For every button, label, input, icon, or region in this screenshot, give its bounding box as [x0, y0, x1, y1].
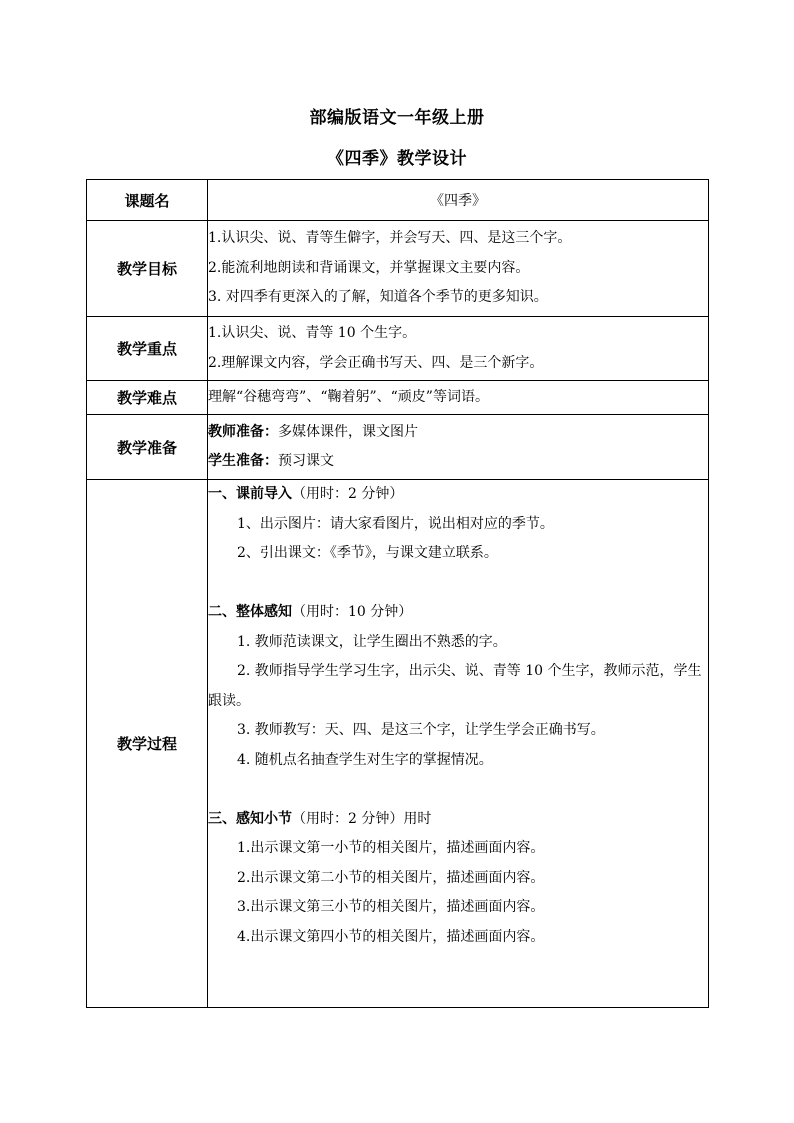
key-point-item: 2.理解课文内容，学会正确书写天、四、是三个新字。 [208, 354, 544, 371]
objectives-label: 教学目标 [87, 221, 208, 317]
process-label: 教学过程 [87, 480, 208, 1008]
section1-heading: 一、课前导入 [208, 486, 292, 502]
section3-heading: 三、感知小节 [208, 810, 292, 827]
list-item: 3.出示课文第三小节的相关图片，描述画面内容。 [237, 899, 545, 915]
table-row-objectives [87, 221, 709, 317]
difficulties-content [208, 381, 709, 415]
document-subtitle: 《四季》教学设计 [327, 149, 467, 169]
list-item: 1.出示课文第一小节的相关图片，描述画面内容。 [237, 840, 545, 856]
table-row-process [87, 480, 709, 1008]
list-item: 2. 教师指导学生学习生字，出示尖、说、青等 10 个生字，教师示范，学生跟读。 [208, 663, 702, 709]
difficulty-text: 理解“谷穗弯弯”、“鞠着躬”、“顽皮”等词语。 [208, 388, 489, 405]
lesson-plan-table [86, 179, 709, 1008]
preparation-label: 教学准备 [87, 415, 208, 480]
objective-item: 1.认识尖、说、青等生僻字，并会写天、四、是这三个字。 [208, 230, 572, 247]
process-content [208, 480, 709, 1008]
teacher-preparation [208, 418, 708, 448]
section2-time: （用时：10 分钟） [292, 604, 413, 620]
topic-value: 《四季》 [208, 180, 709, 221]
key-point-item: 1.认识尖、说、青等 10 个生字。 [208, 325, 417, 341]
objectives-content [208, 221, 709, 317]
list-item: 1、出示图片：请大家看图片，说出相对应的季节。 [237, 515, 554, 532]
objective-item: 2.能流利地朗读和背诵课文，并掌握课文主要内容。 [208, 259, 530, 276]
section-heading [208, 598, 708, 628]
student-preparation-label: 学生准备： [208, 453, 278, 469]
objective-item: 3. 对四季有更深入的了解，知道各个季节的更多知识。 [208, 289, 548, 306]
preparation-content [208, 415, 709, 480]
table-row-preparation [87, 415, 709, 480]
section2-heading: 二、整体感知 [208, 604, 292, 620]
section-spacer [208, 569, 708, 599]
section-spacer [208, 775, 708, 805]
section-heading [208, 480, 708, 510]
list-item: 2.出示课文第二小节的相关图片，描述画面内容。 [237, 869, 545, 886]
list-item: 1. 教师范读课文，让学生圈出不熟悉的字。 [237, 633, 507, 650]
section-heading [208, 805, 708, 835]
list-item: 4.出示课文第四小节的相关图片，描述画面内容。 [237, 928, 545, 945]
document-title: 部编版语文一年级上册 [309, 108, 485, 128]
teacher-preparation-label: 教师准备： [208, 423, 278, 440]
list-item: 3. 教师教写：天、四、是这三个字，让学生学会正确书写。 [237, 722, 605, 738]
section3-time: （用时：2 分钟）用时 [292, 810, 432, 827]
key-points-label: 教学重点 [87, 317, 208, 381]
table-row-topic [87, 180, 709, 221]
table-row-key-points [87, 317, 709, 381]
topic-label: 课题名 [87, 180, 208, 221]
teacher-preparation-text: 多媒体课件，课文图片 [278, 423, 418, 440]
table-row-difficulties [87, 381, 709, 415]
key-points-content [208, 317, 709, 381]
student-preparation [208, 447, 708, 477]
section1-time: （用时：2 分钟） [292, 486, 404, 502]
list-item: 2、引出课文：《季节》，与课文建立联系。 [237, 545, 498, 561]
list-item: 4. 随机点名抽查学生对生字的掌握情况。 [237, 751, 493, 768]
difficulties-label: 教学难点 [87, 381, 208, 415]
student-preparation-text: 预习课文 [278, 453, 334, 469]
